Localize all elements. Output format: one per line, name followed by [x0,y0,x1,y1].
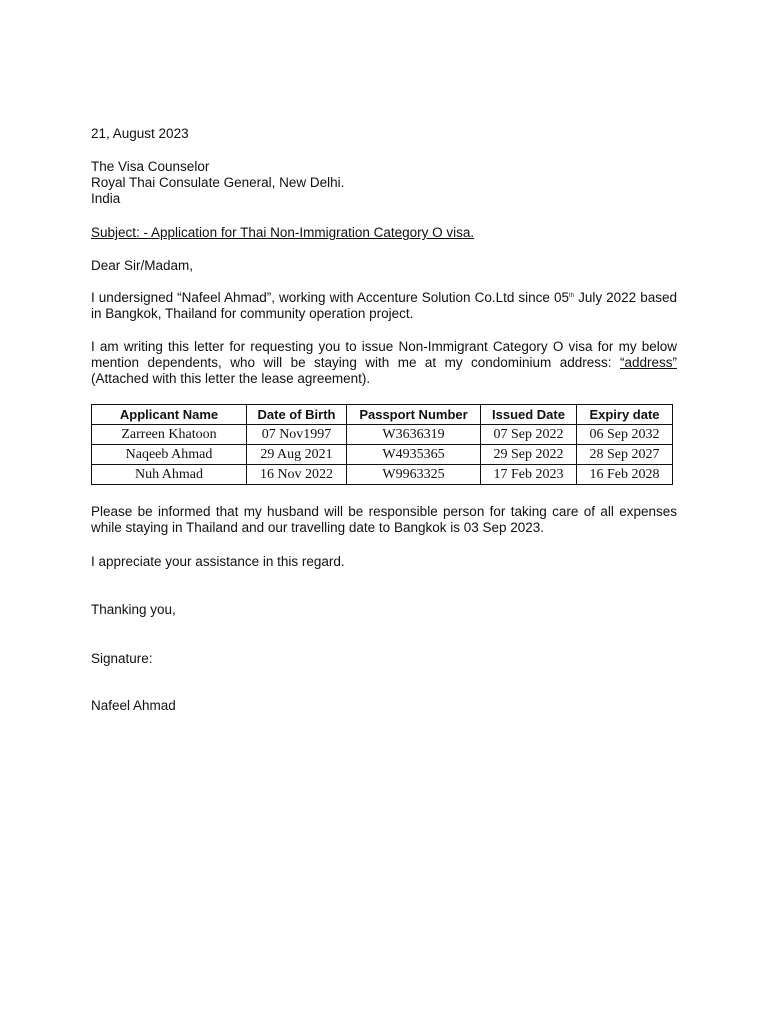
cell-expiry-date: 06 Sep 2032 [577,425,673,445]
cell-expiry-date: 28 Sep 2027 [577,445,673,465]
cell-date-of-birth: 16 Nov 2022 [247,465,347,485]
cell-applicant-name: Naqeeb Ahmad [92,445,247,465]
header-date-of-birth: Date of Birth [247,405,347,425]
cell-issued-date: 07 Sep 2022 [481,425,577,445]
header-issued-date: Issued Date [481,405,577,425]
salutation: Dear Sir/Madam, [91,258,194,273]
cell-applicant-name: Nuh Ahmad [92,465,247,485]
ordinal-suffix: th [569,293,575,299]
dependents-table [91,404,673,485]
recipient-line-2: Royal Thai Consulate General, New Delhi. [91,175,345,190]
paragraph-employment [91,290,677,322]
header-passport-number: Passport Number [347,405,481,425]
header-applicant-name: Applicant Name [92,405,247,425]
header-expiry-date: Expiry date [577,405,673,425]
sender-name: Nafeel Ahmad [91,698,176,713]
table-row [92,445,673,465]
cell-issued-date: 29 Sep 2022 [481,445,577,465]
cell-date-of-birth: 07 Nov1997 [247,425,347,445]
lease-note: (Attached with this letter the lease agreement). [91,371,371,386]
table-row [92,465,673,485]
table-header-row [92,405,673,425]
cell-passport-number: W3636319 [347,425,481,445]
cell-issued-date: 17 Feb 2023 [481,465,577,485]
subject-text: Subject: - Application for Thai Non-Immigration Category O visa. [91,225,475,240]
subject-line [91,225,677,241]
paragraph-employment-text-a: I undersigned “Nafeel Ahmad”, working with Accenture Solution Co.Ltd since 05 [91,290,569,305]
cell-expiry-date: 16 Feb 2028 [577,465,673,485]
recipient-address [91,159,677,207]
signature-label: Signature: [91,651,153,666]
closing: Thanking you, [91,602,176,617]
paragraph-request [91,339,677,387]
cell-applicant-name: Zarreen Khatoon [92,425,247,445]
cell-passport-number: W9963325 [347,465,481,485]
recipient-line-1: The Visa Counselor [91,159,210,174]
paragraph-responsibility: Please be informed that my husband will be responsible person for taking care of all expenses while staying in Thailand and our travelling date to Bangkok is 03 Sep 2023. [91,504,677,535]
letter-date: 21, August 2023 [91,126,189,141]
paragraph-appreciation: I appreciate your assistance in this regard. [91,554,345,569]
address-placeholder: “address” [619,355,677,370]
recipient-line-3: India [91,191,121,206]
paragraph-employment-text-b: July 2022 based in Bangkok, Thailand for community operation project. [91,290,677,321]
paragraph-request-text: I am writing this letter for requesting you to issue Non-Immigrant Category O visa for my below mention dependents, who will be staying with me at my condominium address: [91,339,677,370]
cell-date-of-birth: 29 Aug 2021 [247,445,347,465]
table-row [92,425,673,445]
cell-passport-number: W4935365 [347,445,481,465]
